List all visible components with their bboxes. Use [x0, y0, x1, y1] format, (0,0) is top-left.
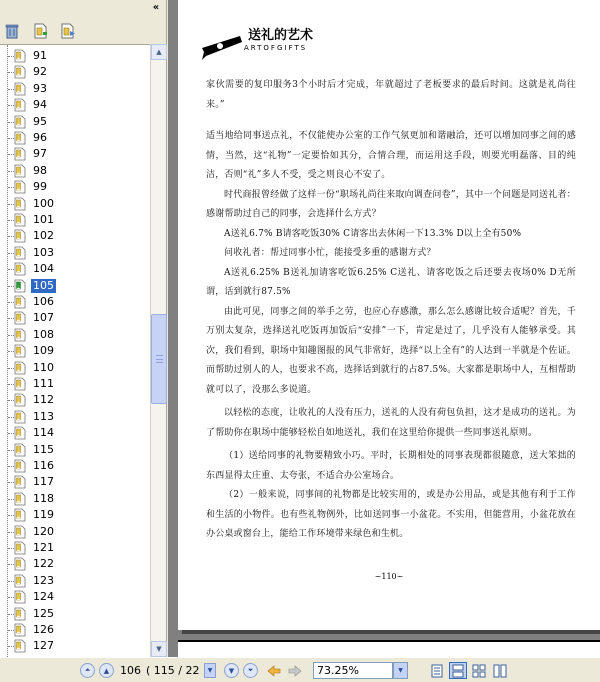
bookmark-page-icon	[14, 541, 26, 555]
bookmark-page-icon	[14, 147, 26, 161]
book-subtitle: ARTOFGIFTS	[244, 44, 308, 52]
bookmark-label: 100	[33, 196, 54, 210]
bookmark-page-icon	[14, 459, 26, 473]
bookmark-page-icon	[14, 131, 26, 145]
bookmark-label: 99	[33, 180, 47, 194]
bookmark-item[interactable]	[0, 491, 150, 507]
bookmark-item[interactable]	[0, 589, 150, 605]
bookmark-page-icon	[14, 279, 26, 293]
bookmark-label: 109	[33, 344, 54, 358]
body-paragraph: A送礼6.25% B送礼加请客吃饭6.25% C送礼、请客吃饭之后还要去夜场0% D无所谓，话到就行87.5%	[206, 267, 576, 297]
next-page-button[interactable]: ▼	[224, 663, 239, 678]
book-title: 送礼的艺术	[248, 28, 314, 43]
bookmark-page-icon	[14, 262, 26, 276]
page-count-label: ( 115 / 22	[146, 664, 200, 677]
bookmark-label: 114	[33, 426, 54, 440]
bookmark-label: 93	[33, 81, 47, 95]
bookmark-page-icon	[14, 525, 26, 539]
brush-stroke-logo-icon	[200, 28, 244, 62]
bookmark-item[interactable]	[0, 425, 150, 441]
bookmark-item[interactable]	[0, 163, 150, 179]
bookmark-item[interactable]	[0, 261, 150, 277]
bookmark-label: 124	[33, 590, 54, 604]
bookmark-item[interactable]	[0, 114, 150, 130]
bookmark-page-icon	[14, 115, 26, 129]
bookmark-label: 125	[33, 606, 54, 620]
bookmark-page-icon	[14, 197, 26, 211]
bookmark-page-icon	[14, 623, 26, 637]
bookmark-page-icon	[14, 639, 26, 653]
bookmark-label: 122	[33, 557, 54, 571]
bookmark-label: 111	[33, 377, 54, 390]
previous-page-button[interactable]: ▲	[99, 663, 114, 678]
bookmark-item[interactable]	[0, 179, 150, 195]
bookmark-page-icon	[14, 180, 26, 194]
bookmark-item[interactable]	[0, 343, 150, 359]
bookmark-label: 115	[33, 442, 54, 456]
bookmark-page-icon	[14, 377, 26, 391]
delete-bookmark-icon[interactable]	[2, 21, 22, 41]
scroll-up-button[interactable]: ▲	[151, 44, 167, 60]
bookmark-item[interactable]	[0, 327, 150, 343]
bookmark-label: 117	[33, 475, 54, 489]
bookmark-item[interactable]	[0, 409, 150, 425]
bookmark-page-icon	[14, 164, 26, 178]
forward-arrow-icon[interactable]	[287, 663, 303, 678]
bookmark-label: 103	[33, 245, 54, 259]
bookmark-item[interactable]	[0, 507, 150, 523]
document-view[interactable]	[168, 0, 600, 657]
bookmarks-panel	[0, 0, 167, 657]
bookmark-page-icon	[14, 607, 26, 621]
bookmark-item[interactable]	[0, 573, 150, 589]
bookmark-label: 127	[33, 639, 54, 653]
bookmarks-toolbar	[0, 18, 166, 44]
bookmark-page-icon	[14, 98, 26, 112]
bookmark-item[interactable]	[0, 64, 150, 80]
bookmark-page-icon	[14, 426, 26, 440]
bookmark-page-icon	[14, 246, 26, 260]
bookmark-item[interactable]	[0, 196, 150, 212]
bookmark-label: 97	[33, 147, 47, 161]
bookmark-label: 116	[33, 459, 54, 472]
body-paragraph: （2）一般来说，同事间的礼物都是比较实用的，或是办公用品，或是其他有利于工作和生活的小物件。也有些礼物例外，比如送同事一小盆花。不实用，但能营用，小盆花放在办公桌或窗台上，能给工作环境带来绿色和生机。	[206, 490, 576, 539]
body-paragraph: 适当地给同事送点礼，不仅能使办公室的工作气氛更加和谐融洽，还可以增加同事之间的感情，当然，这“礼物”一定要恰如其分，合情合理，而运用这手段，则要光明磊落、目的纯洁，否则“礼”多人不受，受之则良心不安了。	[206, 131, 576, 180]
body-paragraph: 由此可见，同事之间的举手之劳，也应心存感激，那么怎么感谢比较合适呢？首先，千万别太复杂，选择送礼吃饭再加饭后“安排”一下，肯定是过了，几乎没有人能够承受。其次，我们看到，职场中知趣图报的风气非常好，选择“以上全有”的人达到一半就是个佐证。而帮助过别人的人，也要求不高，选择话到就行的占87.5%。大家都是职场中人，互相帮助就可以了，没那么多说道。	[206, 306, 576, 395]
bookmark-page-icon	[14, 574, 26, 588]
body-paragraph: （1）送给同事的礼物要精致小巧。平时，长期相处的同事表现都很随意，送大笨拙的东西显得太庄重、太夸张，不适合办公室场合。	[206, 451, 576, 481]
bookmark-page-icon	[14, 443, 26, 457]
bookmark-item[interactable]	[0, 540, 150, 556]
bookmark-label: 101	[33, 213, 54, 226]
bookmark-item[interactable]	[0, 146, 150, 162]
page-number: ~110~	[374, 572, 404, 581]
continuous-view-icon[interactable]	[449, 662, 467, 679]
body-paragraph: 问收礼者：帮过同事小忙，能接受多重的感谢方式？	[224, 248, 436, 258]
body-paragraph: 家伙需要的复印服务3个小时后才完成，年就超过了老板要求的最后时间。这就是礼尚往来。”	[206, 80, 576, 110]
bookmark-item[interactable]	[0, 48, 150, 64]
bookmark-label: 126	[33, 623, 54, 636]
bookmark-label: 107	[33, 311, 54, 325]
bookmark-label: 105	[33, 278, 54, 292]
bookmark-page-icon	[14, 557, 26, 571]
first-page-button[interactable]: ⏶	[80, 663, 95, 678]
bookmark-label: 118	[33, 491, 54, 505]
page-body-text	[206, 76, 576, 545]
bookmark-page-icon	[14, 475, 26, 489]
bookmark-label: 110	[33, 360, 54, 374]
bookmark-item[interactable]	[0, 376, 150, 392]
last-page-button[interactable]: ⏷	[243, 663, 258, 678]
bookmark-label: 91	[33, 49, 47, 62]
new-bookmark-icon[interactable]	[30, 21, 50, 41]
back-arrow-icon[interactable]	[266, 663, 282, 678]
book-header	[200, 28, 313, 62]
bookmark-item[interactable]	[0, 97, 150, 113]
bookmark-properties-icon[interactable]	[58, 21, 78, 41]
bookmark-page-icon	[14, 508, 26, 522]
bookmark-label: 123	[33, 573, 54, 587]
bookmark-item[interactable]	[0, 212, 150, 228]
bookmark-item[interactable]	[0, 474, 150, 490]
bookmark-item[interactable]	[0, 458, 150, 474]
page-number-input[interactable]	[117, 662, 145, 679]
bookmark-item[interactable]	[0, 392, 150, 408]
continuous-facing-view-icon[interactable]	[491, 662, 509, 679]
grip-icon	[156, 355, 163, 363]
bookmark-page-icon	[14, 590, 26, 604]
bookmark-item[interactable]	[0, 622, 150, 638]
zoom-level-field[interactable]: 73.25%	[313, 662, 393, 679]
bookmark-label: 98	[33, 163, 47, 177]
bookmark-item[interactable]	[0, 442, 150, 458]
bookmark-page-icon	[14, 361, 26, 375]
single-page-view-icon[interactable]	[428, 662, 446, 679]
body-paragraph: A送礼6.7% B请客吃饭30% C请客出去休闲一下13.3% D以上全有50%	[224, 228, 522, 239]
bookmark-item[interactable]	[0, 606, 150, 622]
bookmark-page-icon	[14, 229, 26, 243]
navigation-bar	[0, 657, 600, 682]
next-page-edge	[178, 640, 600, 657]
bookmark-page-icon	[14, 311, 26, 325]
bookmark-label: 112	[33, 393, 54, 407]
bookmark-item[interactable]	[0, 278, 150, 294]
bookmark-label: 94	[33, 98, 47, 112]
bookmark-item[interactable]	[0, 294, 150, 310]
bookmark-label: 102	[33, 229, 54, 243]
page-dropdown-button[interactable]: ▼	[204, 663, 216, 678]
bookmark-item[interactable]	[0, 556, 150, 572]
bookmark-label: 106	[33, 295, 54, 308]
zoom-dropdown-button[interactable]: ▼	[393, 662, 408, 679]
bookmark-tree	[0, 44, 150, 657]
bookmark-label: 120	[33, 524, 54, 538]
scroll-down-button[interactable]: ▼	[151, 641, 167, 657]
scroll-thumb[interactable]	[151, 314, 167, 404]
bookmark-page-icon	[14, 295, 26, 309]
bookmark-label: 92	[33, 65, 47, 79]
bookmark-page-icon	[14, 393, 26, 407]
bookmark-item[interactable]	[0, 245, 150, 261]
bookmark-label: 104	[33, 262, 54, 276]
bookmark-item[interactable]	[0, 638, 150, 654]
bookmark-item[interactable]	[0, 360, 150, 376]
body-paragraph: 时代商报曾经做了这样一份“职场礼尚往来取向调查问卷”，其中一个问题是同送礼者：感谢帮助过自己的同事，会选择什么方式？	[206, 189, 576, 219]
bookmark-item[interactable]	[0, 81, 150, 97]
bookmark-label: 108	[33, 327, 54, 341]
bookmark-page-icon	[14, 492, 26, 506]
bookmark-item[interactable]	[0, 130, 150, 146]
collapse-panel-button[interactable]: «	[152, 2, 160, 13]
bookmark-item[interactable]	[0, 310, 150, 326]
bookmark-page-icon	[14, 410, 26, 424]
bookmarks-scrollbar[interactable]	[150, 44, 166, 657]
bookmark-page-icon	[14, 65, 26, 79]
bookmark-item[interactable]	[0, 228, 150, 244]
bookmark-page-icon	[14, 328, 26, 342]
bookmark-page-icon	[14, 49, 26, 63]
bookmark-page-icon	[14, 213, 26, 227]
bookmark-label: 96	[33, 131, 47, 144]
bookmark-label: 113	[33, 409, 54, 423]
page-shadow	[182, 630, 600, 634]
bookmark-page-icon	[14, 82, 26, 96]
bookmark-label: 119	[33, 508, 54, 522]
bookmark-page-icon	[14, 344, 26, 358]
body-paragraph: 以轻松的态度，让收礼的人没有压力，送礼的人没有荷包负担，这才是成功的送礼。为了帮助你在职场中能够轻松自如地送礼，我们在这里给你提供一些同事送礼原则。	[206, 408, 576, 438]
document-page	[178, 0, 600, 630]
facing-view-icon[interactable]	[470, 662, 488, 679]
bookmark-label: 95	[33, 114, 47, 128]
bookmark-label: 121	[33, 541, 54, 554]
bookmark-item[interactable]	[0, 524, 150, 540]
